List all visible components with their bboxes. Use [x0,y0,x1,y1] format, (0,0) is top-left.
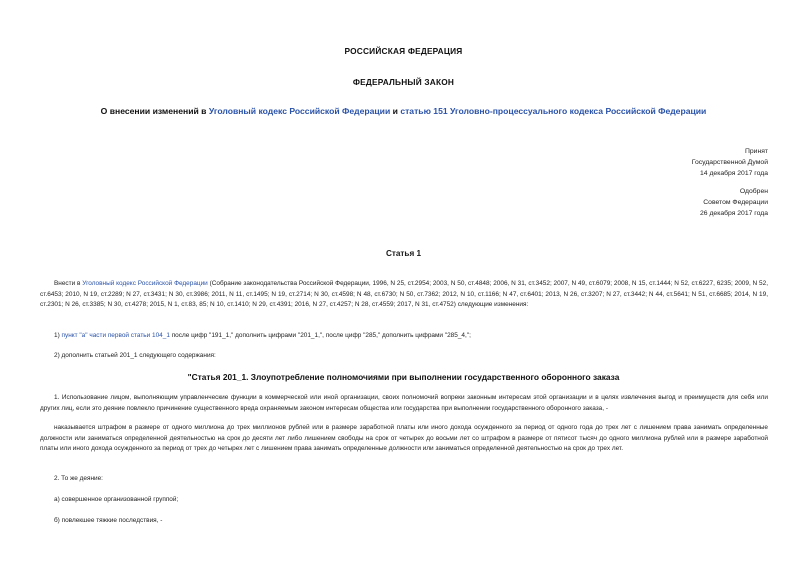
article-intro-paragraph [40,279,768,311]
item-1-paragraph [40,331,768,342]
document-law-type: ФЕДЕРАЛЬНЫЙ ЗАКОН [352,77,455,87]
adoption-accepted [692,146,768,180]
intro-rest: (Собрание законодательства Российской Федерации, 1996, N 25, ст.2954; 2003, N 50, ст.4848; 2006, N 31, ст.3452; 2007, N 49, ст.6079; 2008, N 15, ст.1444; N 52, ст.6227, 6235; 2009, N 52, ст.6453; 2010, N 19, ст.2289; N 27, ст.3431; N 30, ст.3986; 2011, N 11, ст.1495; N 19, ст.2714; N 30, ст.4598; N 48, ст.6730; N 50, ст.7362; 2012, N 10, ст.1166; N 47, ст.6401; 2013, N 26, ст.3207; N 27, ст.3442; N 44, ст.5641; N 51, ст.6685; 2014, N 19, ст.2301; N 26, ст.3385; N 30, ст.4278; 2015, N 1, ст.83, 85; N 10, ст.1410; N 29, ст.4391; 2016, N 27, ст.4257; N 28, ст.4559; 2017, N 31, ст.4752) следующие изменения: [40,280,768,309]
approved-body: Советом Федерации [703,199,768,207]
document-title [0,106,807,116]
accepted-date: 14 декабря 2017 года [700,170,768,178]
intro-criminal-code-link[interactable]: Уголовный кодекс Российской Федерации [82,280,208,287]
criminal-code-link[interactable]: Уголовный кодекс Российской Федерации [208,106,391,116]
article-heading: Статья 1 [385,249,422,258]
item1-rest: после цифр "191_1," дополнить цифрами "201_1,", после цифр "285," дополнить цифрами "285_4,"; [169,332,471,339]
item1-link[interactable]: пункт "а" части первой статьи 104_1 [61,332,170,339]
title-conjunction: и [390,106,401,116]
approved-label: Одобрен [739,188,768,195]
approved-date: 26 декабря 2017 года [700,210,768,218]
adoption-approved [700,186,768,220]
accepted-body: Государственной Думой [691,159,768,167]
part-1-paragraph: 1. Использование лицом, выполняющим управленческие функции в коммерческой или иной организации, своих полномочий вопреки законным интересам этой организации и в целях извлечения выгод и преимуществ для себя или других лиц, если это деяние повлекло причинение существенного вреда охраняемым законом интересам общества или государства при выполнении государственного оборонного заказа, - [40,394,768,412]
penalty-paragraph: наказывается штрафом в размере от одного миллиона до трех миллионов рублей или в размере заработной платы или иного дохода осужденного за период от одного года до трех лет с лишением права занимать определенные должности или заниматься определенной деятельностью на срок до десяти лет либо лишением свободы на срок от четырех до восьми лет со штрафом в размере от пятисот тысяч до одного миллиона рублей или в размере заработной платы или иного дохода осужденного за период от трех до четырех лет с лишением права занимать определенные должности или заниматься определенной деятельностью на срок до трех лет. [40,424,768,453]
part-2-a-paragraph: а) совершенное организованной группой; [54,496,179,503]
title-prefix: О внесении изменений в [100,106,209,116]
part-2-b-paragraph: б) повлекшее тяжкие последствия, - [54,517,163,524]
item-2-paragraph: 2) дополнить статьей 201_1 следующего содержания: [54,352,216,359]
criminal-procedure-code-link[interactable]: статью 151 Уголовно-процессуального кодекса Российской Федерации [400,106,707,116]
item1-prefix: 1) [54,332,62,339]
intro-prefix: Внести в [54,280,83,287]
new-article-heading: "Статья 201_1. Злоупотребление полномочиями при выполнении государственного оборонного заказа [187,372,620,382]
document-state-heading: РОССИЙСКАЯ ФЕДЕРАЦИЯ [344,46,463,56]
accepted-label: Принят [744,148,768,155]
part-2-paragraph: 2. То же деяние: [54,475,103,482]
